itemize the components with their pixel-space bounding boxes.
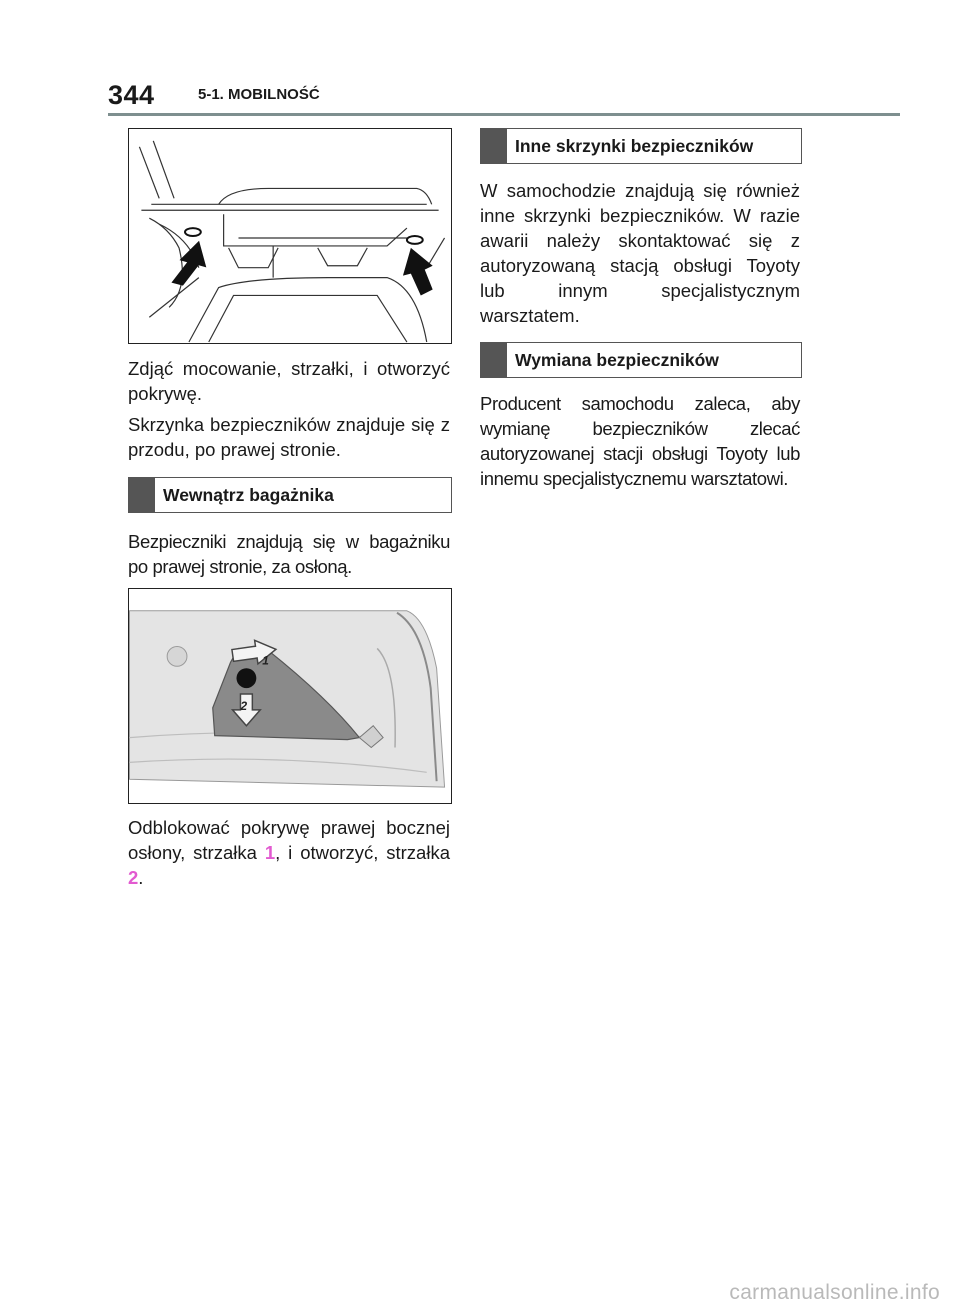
figure-label-2: 2 [240, 698, 248, 713]
paragraph-trunk-fuses: Bezpieczniki znajdują się w bagażniku po prawej stronie, za osłoną. [128, 531, 450, 577]
heading-label: Wewnątrz bagażnika [163, 484, 334, 505]
section-heading-inside-trunk [128, 477, 452, 513]
trunk-lid-figure [128, 128, 452, 344]
paragraph-unlock-cover-part2: , i otworzyć, strzałka [275, 842, 450, 863]
section-heading-other-fuse-boxes [480, 128, 802, 164]
reference-arrow-2: 2 [128, 867, 139, 888]
trunk-lid-cover-arrows-illustration [129, 129, 451, 343]
paragraph-unlock-cover-part1: Odblokować pokrywę prawej bocznej osłony, strzałka [128, 817, 450, 863]
reference-arrow-1: 1 [264, 842, 276, 863]
paragraph-unlock-cover-part3: . [138, 867, 144, 888]
heading-tab [129, 478, 155, 512]
paragraph-fuse-replacement: Producent samochodu zaleca, aby wymianę bezpieczników zlecać autoryzowanej stacji obsługi Toyoty lub innemu specjalistycznemu warsztatowi. [480, 393, 800, 489]
heading-tab [481, 129, 507, 163]
paragraph-fuse-box-location: Skrzynka bezpieczników znajduje się z przodu, po prawej stronie. [128, 414, 450, 460]
trunk-side-panel-illustration [129, 589, 451, 803]
heading-label: Inne skrzynki bezpieczników [515, 135, 754, 156]
paragraph-remove-fastener: Zdjąć mocowanie, strzałki, i otworzyć pokrywę. [128, 358, 450, 404]
chapter-title: 5-1. MOBILNOŚĆ [198, 86, 320, 103]
page-number: 344 [108, 80, 155, 110]
trunk-side-panel-figure [128, 588, 452, 804]
heading-label: Wymiana bezpieczników [515, 349, 719, 370]
heading-tab [481, 343, 507, 377]
paragraph-unlock-cover [128, 815, 450, 890]
figure-label-1: 1 [262, 653, 269, 668]
section-heading-fuse-replacement [480, 342, 802, 378]
header-rule [108, 113, 900, 116]
paragraph-other-fuse-boxes: W samochodzie znajdują się również inne skrzynki bezpieczników. W razie awarii należy skontaktować się z autoryzowaną stacją obsługi Toyoty lub innym specjalistycznym warsztatem. [480, 180, 800, 326]
watermark: carmanualsonline.info [729, 1281, 940, 1304]
